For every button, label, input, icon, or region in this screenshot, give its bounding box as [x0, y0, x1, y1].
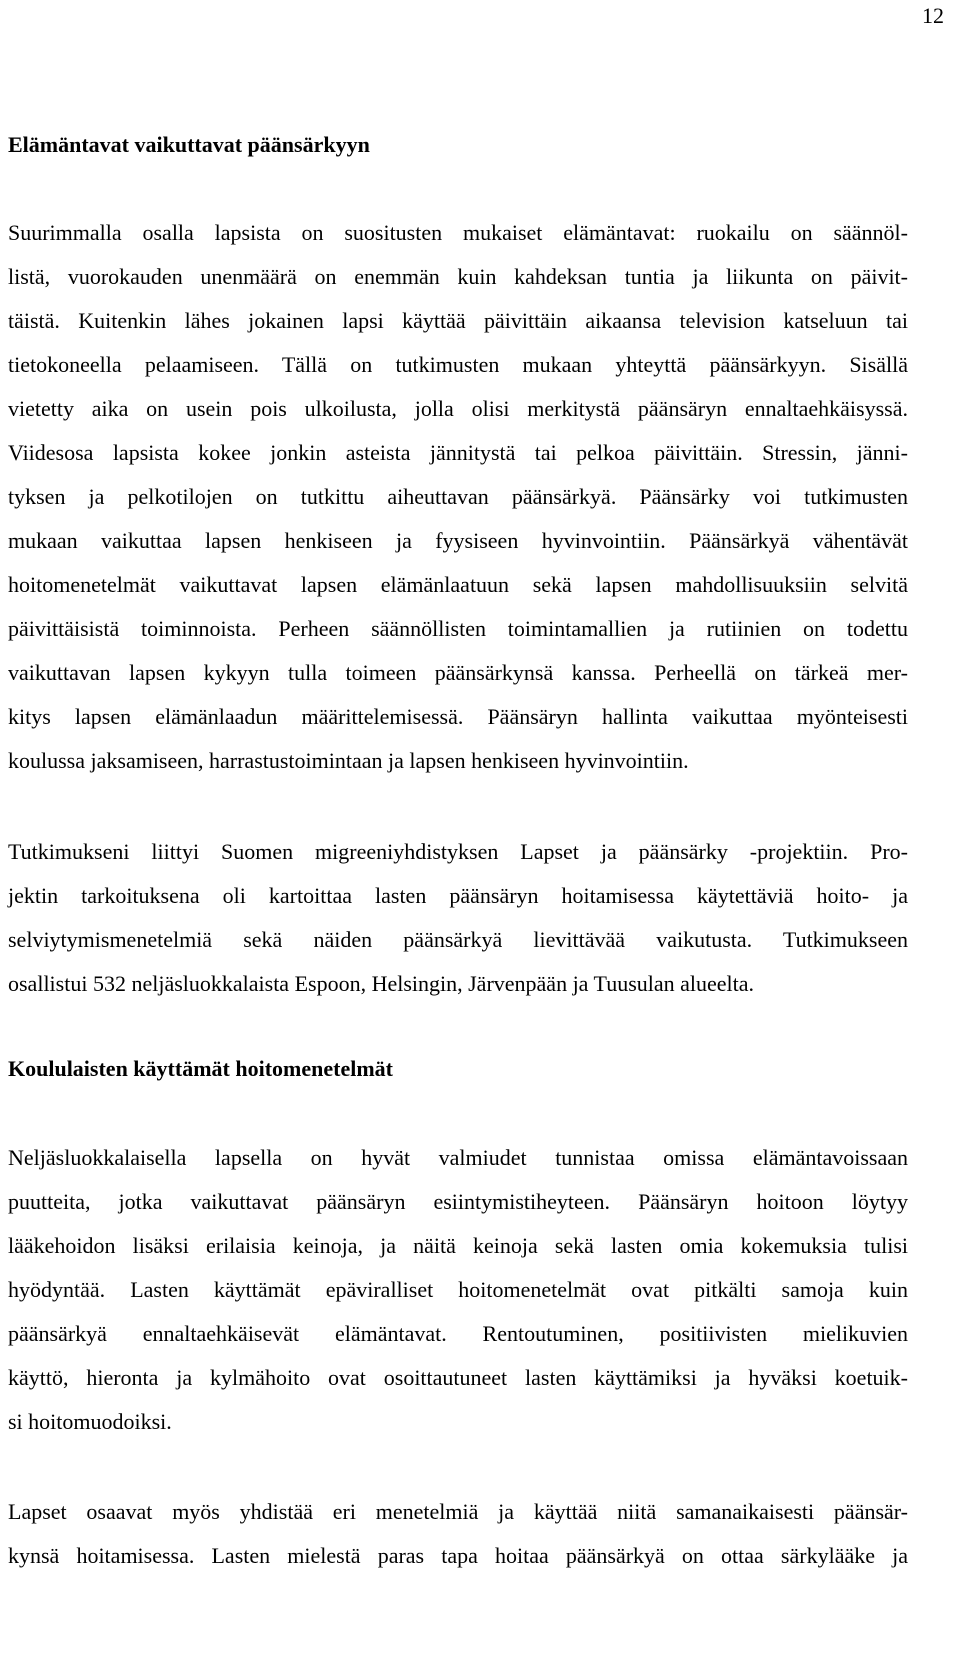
text-line: käyttö, hieronta ja kylmähoito ovat osoittautuneet lasten käyttämiksi ja hyväksi koetuik- [8, 1365, 908, 1390]
page-number: 12 [922, 3, 944, 28]
text-line: Suurimmalla osalla lapsista on suositusten mukaiset elämäntavat: ruokailu on säännöl- [8, 220, 908, 245]
text-line: päänsärkyä ennaltaehkäisevät elämäntavat. Rentoutuminen, positiivisten mielikuvien [8, 1321, 908, 1346]
text-line: hoitomenetelmät vaikuttavat lapsen elämänlaatuun sekä lapsen mahdollisuuksiin selvitä [8, 572, 908, 597]
text-line: kitys lapsen elämänlaadun määrittelemisessä. Päänsäryn hallinta vaikuttaa myönteisesti [8, 704, 908, 729]
section-heading-lifestyle: Elämäntavat vaikuttavat päänsärkyyn [8, 132, 370, 157]
text-line: kynsä hoitamisessa. Lasten mielestä paras tapa hoitaa päänsärkyä on ottaa särkylääke ja [8, 1543, 908, 1568]
paragraph-study [8, 838, 908, 1014]
text-line: tietokoneella pelaamiseen. Tällä on tutkimusten mukaan yhteyttä päänsärkyyn. Sisällä [8, 352, 908, 377]
text-line: mukaan vaikuttaa lapsen henkiseen ja fyysiseen hyvinvointiin. Päänsärkyä vähentävät [8, 528, 908, 553]
text-line: Lapset osaavat myös yhdistää eri menetelmiä ja käyttää niitä samanaikaisesti päänsär- [8, 1499, 908, 1524]
text-line: vaikuttavan lapsen kykyyn tulla toimeen päänsärkynsä kanssa. Perheellä on tärkeä mer- [8, 660, 908, 685]
text-line: Tutkimukseni liittyi Suomen migreeniyhdistyksen Lapset ja päänsärky -projektiin. Pro- [8, 839, 908, 864]
paragraph-treatment [8, 1144, 908, 1452]
text-line: listä, vuorokauden unenmäärä on enemmän kuin kahdeksan tuntia ja liikunta on päivit- [8, 264, 908, 289]
text-line: tyksen ja pelkotilojen on tutkittu aiheuttavan päänsärkyä. Päänsärky voi tutkimusten [8, 484, 908, 509]
text-line: puutteita, jotka vaikuttavat päänsäryn esiintymistiheyteen. Päänsäryn hoitoon löytyy [8, 1189, 908, 1214]
text-line: Neljäsluokkalaisella lapsella on hyvät valmiudet tunnistaa omissa elämäntavoissaan [8, 1145, 908, 1170]
text-line: lääkehoidon lisäksi erilaisia keinoja, ja näitä keinoja sekä lasten omia kokemuksia tulisi [8, 1233, 908, 1258]
text-line: si hoitomuodoiksi. [8, 1409, 172, 1434]
paragraph-combining-methods [8, 1498, 908, 1586]
text-line: päivittäisistä toiminnoista. Perheen säännöllisten toimintamallien ja rutiinien on todettu [8, 616, 908, 641]
text-line: vietetty aika on usein pois ulkoilusta, jolla olisi merkitystä päänsäryn ennaltaehkäisyssä. [8, 396, 908, 421]
text-line: osallistui 532 neljäsluokkalaista Espoon, Helsingin, Järvenpään ja Tuusulan alueelta. [8, 971, 755, 996]
section-heading-treatment-methods: Koululaisten käyttämät hoitomenetelmät [8, 1056, 393, 1081]
text-line: jektin tarkoituksena oli kartoittaa lasten päänsäryn hoitamisessa käytettäviä hoito- ja [8, 883, 908, 908]
text-line: koulussa jaksamiseen, harrastustoimintaan ja lapsen henkiseen hyvinvointiin. [8, 748, 689, 773]
text-line: Viidesosa lapsista kokee jonkin asteista jännitystä tai pelkoa päivittäin. Stressin, jänni- [8, 440, 908, 465]
paragraph-lifestyle [8, 219, 908, 791]
text-line: hyödyntää. Lasten käyttämät epäviralliset hoitomenetelmät ovat pitkälti samoja kuin [8, 1277, 908, 1302]
text-line: selviytymismenetelmiä sekä näiden päänsärkyä lievittävää vaikutusta. Tutkimukseen [8, 927, 908, 952]
text-line: täistä. Kuitenkin lähes jokainen lapsi käyttää päivittäin aikaansa television katseluun tai [8, 308, 908, 333]
